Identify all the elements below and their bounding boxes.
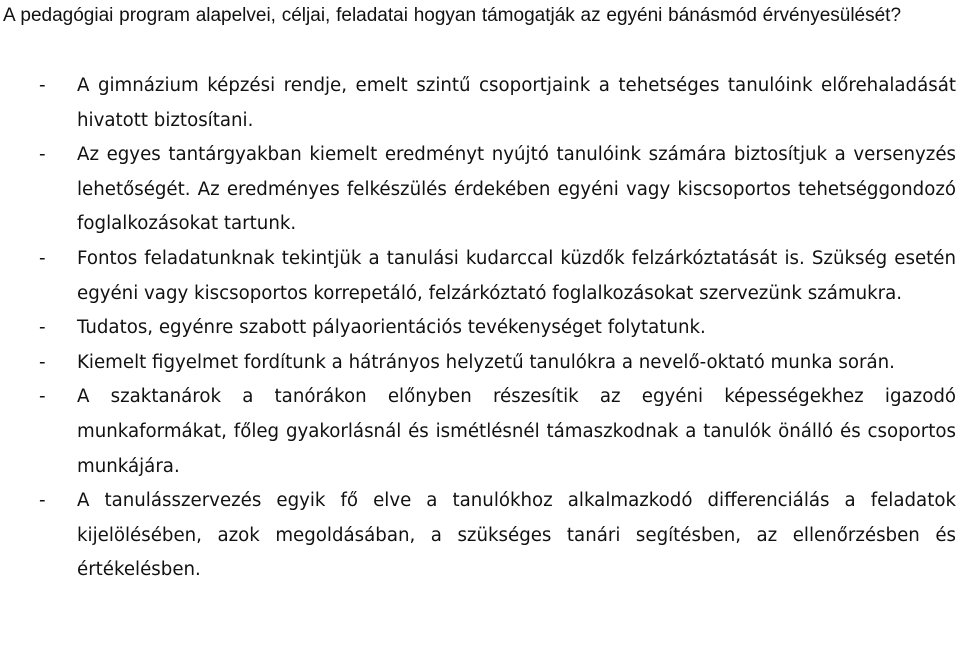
list-item-text: A tanulásszervezés egyik fő elve a tanulókhoz alkalmazkodó differenciálás a feladatok kijelölésében, azok megoldásában, a szükséges tanári segítésben, az ellenőrzésben és értékelésben. xyxy=(77,490,956,581)
bullet-dash: - xyxy=(39,317,46,339)
bullet-dash: - xyxy=(39,75,46,96)
list-item xyxy=(0,311,960,346)
question-heading: A pedagógiai program alapelvei, céljai, feladatai hogyan támogatják az egyéni bánásmód érvényesülését? xyxy=(3,5,902,26)
list-item xyxy=(0,69,960,138)
list-item-text: A gimnázium képzési rendje, emelt szintű csoportjaink a tehetséges tanulóink előrehaladását hivatott biztosítani. xyxy=(77,75,956,131)
bullet-dash: - xyxy=(39,490,46,512)
list-item xyxy=(0,242,960,311)
bullet-dash: - xyxy=(39,386,46,408)
list-item-text: Tudatos, egyénre szabott pályaorientációs tevékenységet folytatunk. xyxy=(77,317,706,339)
bullet-dash: - xyxy=(39,351,46,373)
list-item xyxy=(0,380,960,484)
list-item xyxy=(0,138,960,242)
list-item-text: A szaktanárok a tanórákon előnyben részesítik az egyéni képességekhez igazodó munkaformákat, főleg gyakorlásnál és ismétlésnél támaszkodnak a tanulók önálló és csoportos munkájára. xyxy=(77,386,956,477)
bullet-dash: - xyxy=(39,247,46,269)
bullet-dash: - xyxy=(39,144,46,166)
list-item-text: Kiemelt figyelmet fordítunk a hátrányos helyzetű tanulókra a nevelő-oktató munka során. xyxy=(77,351,895,373)
list-item xyxy=(0,346,960,381)
list-item xyxy=(0,484,960,588)
list-item-text: Az egyes tantárgyakban kiemelt eredményt nyújtó tanulóink számára biztosítjuk a versenyzés lehetőségét. Az eredményes felkészülés érdekében egyéni vagy kiscsoportos tehetséggondozó foglalkozásokat tartunk. xyxy=(77,144,956,235)
bullet-list xyxy=(0,69,960,588)
list-item-text: Fontos feladatunknak tekintjük a tanulási kudarccal küzdők felzárkóztatását is. Szükség esetén egyéni vagy kiscsoportos korrepetáló, felzárkóztató foglalkozásokat szervezünk számukra. xyxy=(77,247,956,304)
